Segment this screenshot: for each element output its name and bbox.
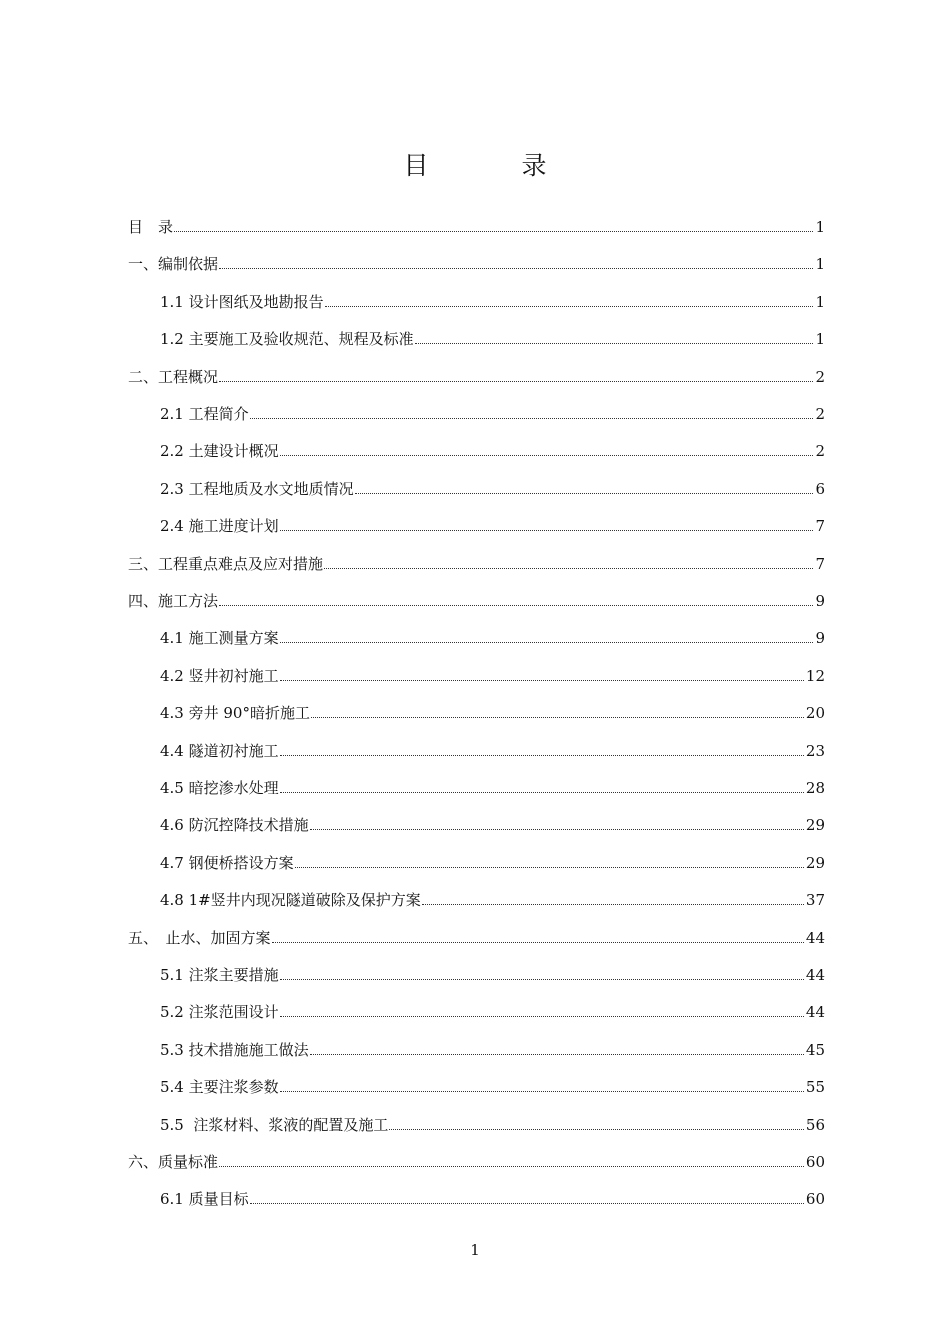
- toc-entry[interactable]: [128, 253, 825, 275]
- toc-entry[interactable]: [128, 216, 825, 238]
- toc-entry[interactable]: [160, 478, 825, 500]
- toc-entry-label: 1.2 主要施工及验收规范、规程及标准: [160, 330, 414, 349]
- toc-entry-label: 2.4 施工进度计划: [160, 517, 279, 536]
- toc-entry-page: 44: [805, 1003, 825, 1022]
- toc-entry-label: 2.1 工程简介: [160, 405, 249, 423]
- toc-entry-label: 4.1 施工测量方案: [160, 629, 279, 648]
- toc-entry-page: 2: [815, 442, 825, 461]
- toc-entry-label: 4.8 1#竖井内现况隧道破除及保护方案: [160, 891, 421, 910]
- toc-entry-page: 29: [805, 853, 825, 872]
- toc-leader-dots: [295, 866, 804, 868]
- toc-leader-dots: [389, 1128, 804, 1130]
- toc-entry[interactable]: [160, 627, 825, 649]
- toc-entry-label: 4.7 钢便桥搭设方案: [160, 853, 294, 872]
- toc-entry[interactable]: [160, 328, 825, 350]
- toc-entry[interactable]: [160, 440, 825, 462]
- toc-leader-dots: [324, 567, 813, 569]
- toc-leader-dots: [280, 641, 813, 643]
- toc-entry-page: 1: [815, 292, 825, 311]
- toc-entry-page: 2: [815, 367, 825, 386]
- toc-entry-page: 55: [805, 1078, 825, 1097]
- toc-entry[interactable]: [128, 590, 825, 612]
- toc-entry[interactable]: [160, 665, 825, 687]
- toc-entry-label: 五、 止水、加固方案: [128, 928, 271, 947]
- toc-entry[interactable]: [128, 927, 825, 949]
- toc-entry[interactable]: [160, 814, 825, 836]
- toc-leader-dots: [219, 267, 813, 269]
- toc-leader-dots: [280, 1015, 804, 1017]
- toc-entry[interactable]: [128, 1151, 825, 1173]
- toc-entry-page: 9: [815, 629, 825, 648]
- toc-entry-page: 44: [805, 966, 825, 984]
- toc-entry[interactable]: [160, 852, 825, 874]
- toc-entry-page: 12: [805, 666, 825, 685]
- toc-entry-page: 7: [815, 554, 825, 573]
- toc-leader-dots: [250, 417, 813, 419]
- toc-entry[interactable]: [160, 1114, 825, 1136]
- toc-entry-page: 6: [815, 479, 825, 498]
- toc-entry-label: 5.5 注浆材料、浆液的配置及施工: [160, 1115, 389, 1134]
- toc-entry-label: 二、工程概况: [128, 367, 219, 386]
- toc-leader-dots: [250, 1202, 804, 1204]
- page-title: 目 录: [403, 151, 581, 180]
- toc-entry-page: 45: [805, 1040, 825, 1059]
- toc-entry-page: 9: [815, 592, 825, 610]
- toc-leader-dots: [415, 342, 813, 344]
- toc-entry[interactable]: [160, 777, 825, 799]
- toc-leader-dots: [325, 305, 813, 307]
- toc-leader-dots: [219, 604, 813, 606]
- toc-entry-label: 4.3 旁井 90°暗折施工: [160, 704, 310, 723]
- toc-entry-label: 一、编制依据: [128, 255, 219, 274]
- toc-entry-page: 23: [805, 741, 825, 760]
- toc-entry-page: 29: [805, 816, 825, 835]
- toc-entry[interactable]: [160, 515, 825, 537]
- toc-entry[interactable]: [128, 366, 825, 388]
- toc-entry[interactable]: [160, 403, 825, 425]
- toc-entry-page: 1: [815, 218, 825, 236]
- toc-leader-dots: [280, 529, 813, 531]
- toc-entry[interactable]: [160, 291, 825, 313]
- toc-entry-page: 1: [815, 330, 825, 349]
- toc-entry[interactable]: [128, 553, 825, 575]
- toc-leader-dots: [311, 716, 804, 718]
- toc-leader-dots: [310, 1053, 804, 1055]
- page-number: 1: [470, 1241, 480, 1259]
- toc-leader-dots: [280, 978, 804, 980]
- toc-entry[interactable]: [160, 1188, 825, 1210]
- toc-leader-dots: [272, 941, 804, 943]
- toc-entry-label: 四、施工方法: [128, 592, 219, 610]
- toc-leader-dots: [310, 828, 804, 830]
- toc-entry-label: 4.4 隧道初衬施工: [160, 741, 279, 760]
- toc-leader-dots: [280, 754, 804, 756]
- toc-entry-page: 56: [805, 1115, 825, 1134]
- toc-entry-label: 5.1 注浆主要措施: [160, 966, 279, 984]
- toc-entry-label: 1.1 设计图纸及地勘报告: [160, 292, 324, 311]
- toc-leader-dots: [280, 679, 804, 681]
- toc-entry-label: 4.5 暗挖渗水处理: [160, 779, 279, 797]
- toc-entry-page: 44: [805, 928, 825, 947]
- toc-leader-dots: [280, 454, 813, 456]
- toc-entry-label: 5.4 主要注浆参数: [160, 1078, 279, 1097]
- toc-entry-page: 1: [815, 255, 825, 274]
- toc-entry[interactable]: [160, 1076, 825, 1098]
- toc-entry-page: 60: [805, 1153, 825, 1171]
- toc-entry-page: 28: [805, 779, 825, 797]
- toc-entry-label: 六、质量标准: [128, 1153, 219, 1171]
- toc-entry[interactable]: [160, 1001, 825, 1023]
- toc-entry-page: 2: [815, 405, 825, 423]
- toc-entry-page: 20: [805, 704, 825, 723]
- toc-entry-label: 5.2 注浆范围设计: [160, 1003, 279, 1022]
- toc-leader-dots: [174, 230, 813, 232]
- toc-entry-label: 2.3 工程地质及水文地质情况: [160, 479, 354, 498]
- toc-entry[interactable]: [160, 964, 825, 986]
- toc-leader-dots: [422, 903, 804, 905]
- toc-leader-dots: [280, 1090, 804, 1092]
- toc-entry[interactable]: [160, 889, 825, 911]
- toc-entry[interactable]: [160, 702, 825, 724]
- toc-entry[interactable]: [160, 1039, 825, 1061]
- toc-entry-label: 6.1 质量目标: [160, 1190, 249, 1209]
- toc-entry-label: 5.3 技术措施施工做法: [160, 1040, 309, 1059]
- toc-entry-label: 4.2 竖井初衬施工: [160, 666, 279, 685]
- toc-entry-label: 2.2 土建设计概况: [160, 442, 279, 461]
- toc-leader-dots: [219, 1165, 804, 1167]
- toc-entry-label: 目 录: [128, 218, 174, 236]
- toc-entry-page: 7: [815, 517, 825, 536]
- toc-entry[interactable]: [160, 740, 825, 762]
- toc-entry-label: 三、工程重点难点及应对措施: [128, 554, 324, 573]
- toc-leader-dots: [219, 380, 813, 382]
- toc-entry-page: 37: [805, 891, 825, 910]
- toc-leader-dots: [280, 791, 804, 793]
- toc-entry-page: 60: [805, 1190, 825, 1209]
- toc-leader-dots: [355, 492, 813, 494]
- toc-entry-label: 4.6 防沉控降技术措施: [160, 816, 309, 835]
